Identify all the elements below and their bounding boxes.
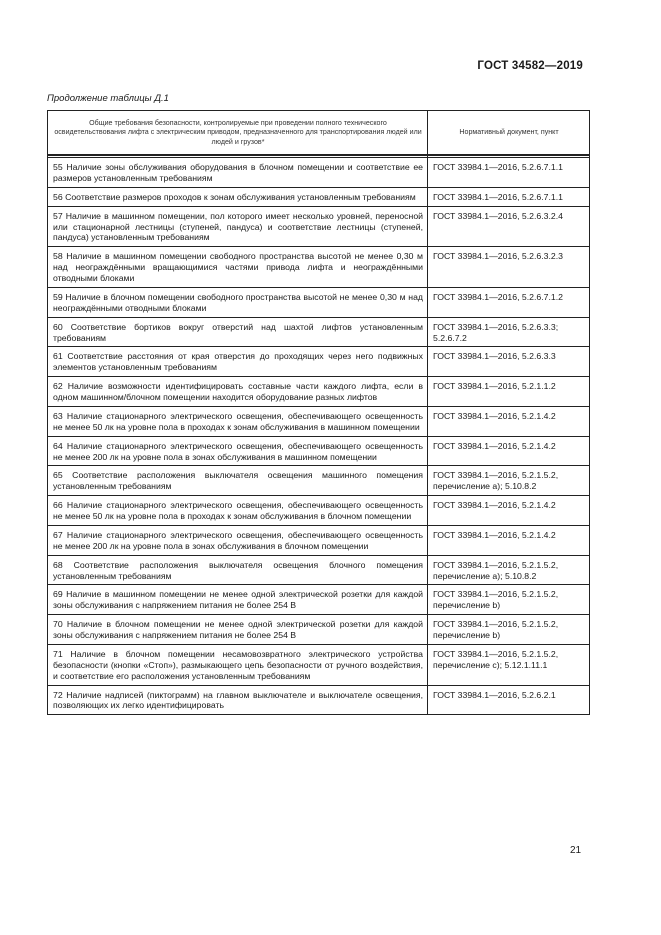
requirement-cell: 60 Соответствие бортиков вокруг отверстий над шахтой лифтов установленным требованиям [48, 317, 428, 347]
requirement-cell: 56 Соответствие размеров проходов к зонам обслуживания установленным требованиям [48, 187, 428, 206]
requirement-cell: 64 Наличие стационарного электрического освещения, обеспечивающего освещенность не менее 200 лк на уровне пола в зонах обслуживания в машинном помещении [48, 436, 428, 466]
reference-cell: ГОСТ 33984.1—2016, 5.2.1.5.2, перечисление a); 5.10.8.2 [428, 555, 590, 585]
reference-cell: ГОСТ 33984.1—2016, 5.2.1.4.2 [428, 496, 590, 526]
requirement-cell: 63 Наличие стационарного электрического освещения, обеспечивающего освещенность не менее 50 лк на уровне пола в проходах к зонам обслуживания в машинном помещении [48, 406, 428, 436]
table-row [48, 585, 590, 615]
reference-cell: ГОСТ 33984.1—2016, 5.2.1.4.2 [428, 525, 590, 555]
reference-cell: ГОСТ 33984.1—2016, 5.2.6.7.1.1 [428, 158, 590, 188]
requirement-cell: 68 Соответствие расположения выключателя освещения блочного помещения установленным требованиям [48, 555, 428, 585]
table-row [48, 436, 590, 466]
requirement-cell: 59 Наличие в блочном помещении свободного пространства высотой не менее 0,30 м над неограждёнными отводными блоками [48, 287, 428, 317]
column-header-requirements: Общие требования безопасности, контролируемые при проведении полного технического освидетельствования лифта с электрическим приводом, предназначенного для транспортирования людей или людей и грузов* [48, 111, 428, 156]
requirement-cell: 61 Соответствие расстояния от края отверстия до проходящих через него подвижных элементов установленным требованиям [48, 347, 428, 377]
table-row [48, 206, 590, 247]
reference-cell: ГОСТ 33984.1—2016, 5.2.1.1.2 [428, 377, 590, 407]
reference-cell: ГОСТ 33984.1—2016, 5.2.1.4.2 [428, 406, 590, 436]
table-row [48, 525, 590, 555]
reference-cell: ГОСТ 33984.1—2016, 5.2.1.5.2, перечисление a); 5.10.8.2 [428, 466, 590, 496]
table-caption: Продолжение таблицы Д.1 [47, 93, 169, 104]
reference-cell: ГОСТ 33984.1—2016, 5.2.6.3.3; 5.2.6.7.2 [428, 317, 590, 347]
reference-cell: ГОСТ 33984.1—2016, 5.2.1.5.2, перечисление b) [428, 615, 590, 645]
reference-cell: ГОСТ 33984.1—2016, 5.2.6.7.1.2 [428, 287, 590, 317]
table-row [48, 615, 590, 645]
requirement-cell: 58 Наличие в машинном помещении свободного пространства высотой не менее 0,30 м над неограждёнными вращающимися частями привода лифта и неограждёнными отводными блоками [48, 247, 428, 288]
requirement-cell: 55 Наличие зоны обслуживания оборудования в блочном помещении и соответствие ее размеров установленным требованиям [48, 158, 428, 188]
reference-cell: ГОСТ 33984.1—2016, 5.2.1.5.2, перечисление c); 5.12.1.11.1 [428, 644, 590, 685]
requirement-cell: 65 Соответствие расположения выключателя освещения машинного помещения установленным требованиям [48, 466, 428, 496]
requirement-cell: 72 Наличие надписей (пиктограмм) на главном выключателе и выключателе освещения, позволяющих их легко идентифицировать [48, 685, 428, 715]
requirement-cell: 69 Наличие в машинном помещении не менее одной электрической розетки для каждой зоны обслуживания с напряжением питания не более 254 В [48, 585, 428, 615]
table-row [48, 685, 590, 715]
requirement-cell: 57 Наличие в машинном помещении, пол которого имеет несколько уровней, переносной или стационарной лестницы (ступеней, пандуса) и соответствие лестницы (ступеней, пандуса) установленным требованиям [48, 206, 428, 247]
table-row [48, 247, 590, 288]
reference-cell: ГОСТ 33984.1—2016, 5.2.1.5.2, перечисление b) [428, 585, 590, 615]
reference-cell: ГОСТ 33984.1—2016, 5.2.1.4.2 [428, 436, 590, 466]
table-row [48, 466, 590, 496]
table-row [48, 287, 590, 317]
table-row [48, 317, 590, 347]
page-number: 21 [570, 845, 582, 856]
table-row [48, 187, 590, 206]
table-row [48, 496, 590, 526]
reference-cell: ГОСТ 33984.1—2016, 5.2.6.2.1 [428, 685, 590, 715]
requirement-cell: 62 Наличие возможности идентифицировать составные части каждого лифта, если в одном машинном/блочном помещении находится оборудование разных лифтов [48, 377, 428, 407]
table-row [48, 555, 590, 585]
table-row [48, 347, 590, 377]
reference-cell: ГОСТ 33984.1—2016, 5.2.6.3.2.3 [428, 247, 590, 288]
requirement-cell: 66 Наличие стационарного электрического освещения, обеспечивающего освещенность не менее 50 лк на уровне пола в проходах к зонам обслуживания в блочном помещении [48, 496, 428, 526]
requirement-cell: 71 Наличие в блочном помещении несамовозвратного электрического устройства безопасности (кнопки «Стоп»), размыкающего цепь безопасности от ручного воздействия, и соответствие его расположения установленным требованиям [48, 644, 428, 685]
table-row [48, 158, 590, 188]
table-header-row [48, 111, 590, 156]
table-row [48, 406, 590, 436]
requirement-cell: 70 Наличие в блочном помещении не менее одной электрической розетки для каждой зоны обслуживания с напряжением питания не более 254 В [48, 615, 428, 645]
document-header: ГОСТ 34582—2019 [477, 60, 583, 72]
reference-cell: ГОСТ 33984.1—2016, 5.2.6.3.3 [428, 347, 590, 377]
reference-cell: ГОСТ 33984.1—2016, 5.2.6.3.2.4 [428, 206, 590, 247]
column-header-normative-document: Нормативный документ, пункт [428, 111, 590, 156]
requirement-cell: 67 Наличие стационарного электрического освещения, обеспечивающего освещенность не менее 200 лк на уровне пола в зонах обслуживания в блочном помещении [48, 525, 428, 555]
reference-cell: ГОСТ 33984.1—2016, 5.2.6.7.1.1 [428, 187, 590, 206]
table-row [48, 644, 590, 685]
table-row [48, 377, 590, 407]
requirements-table [47, 110, 590, 715]
